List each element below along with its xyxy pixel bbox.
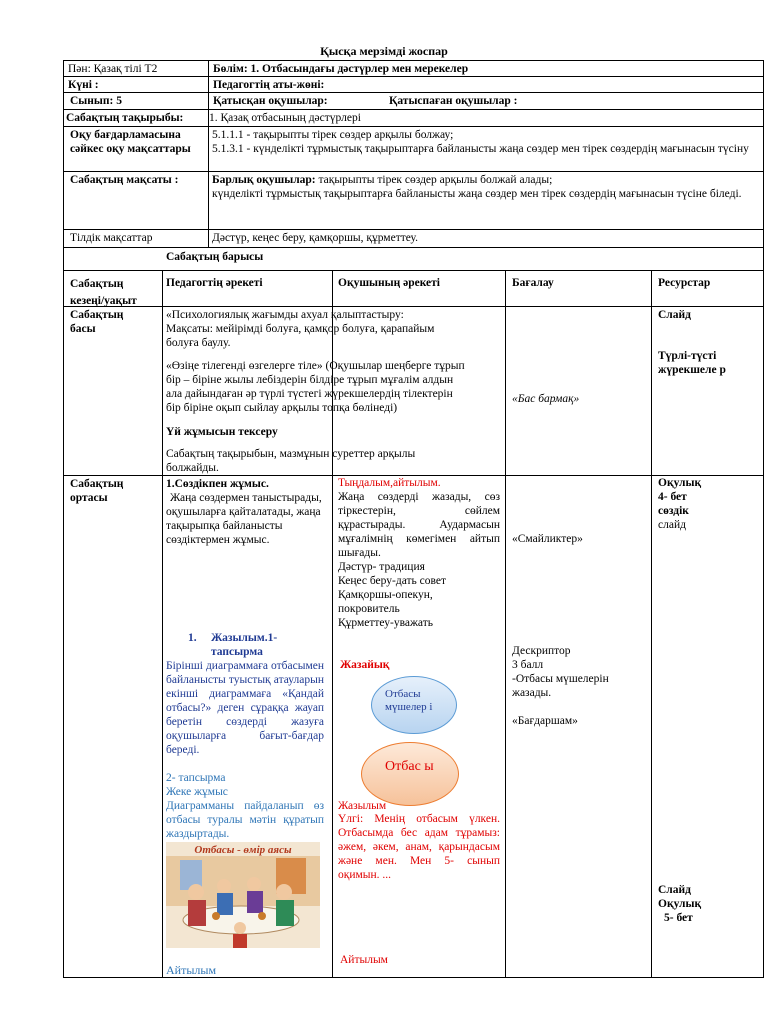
- start-p1: «Психологиялық жағымды ахуал қалыптастыру:: [166, 309, 404, 321]
- present-label: Қатысқан оқушылар:: [213, 95, 328, 107]
- middle-res2: 4- бет: [658, 491, 687, 503]
- date-label: Күні :: [68, 79, 99, 91]
- descriptor-label: Дескриптор: [512, 645, 571, 657]
- picture-caption: Отбасы - өмір аясы: [194, 844, 292, 856]
- bubble2-text: Отбас ы: [385, 759, 434, 774]
- middle-res1: Оқулық: [658, 477, 702, 489]
- middle-res6: Оқулық: [658, 898, 702, 910]
- objectives-line2: 5.1.3.1 - күнделікті тұрмыстық тақырыптарға байланысты жаңа сөздер мен тірек сөздердің мағынасын түсіну: [212, 143, 749, 155]
- family-illustration: [166, 842, 320, 948]
- task2-text: Диаграмманы пайдаланып өз отбасы туралы мәтін құратып жаздыртады.: [166, 800, 324, 840]
- homework-check: Үй жұмысын тексеру: [166, 426, 278, 438]
- objectives-label: Оқу бағдарламасына сәйкес оқу мақсаттары: [70, 129, 191, 155]
- start-p3: «Өзіңе тілегенді өзгелерге тіле» (Оқушылар шеңберге тұрып бір – біріне жылы лебіздерін білдіре тұрып мұғалім алдын ала дайындаған әр түрлі түстегі жүрекшелердің тілектерін бір біріне оқып сыйлау арқылы топқа бөлінеді): [166, 360, 465, 414]
- vocab-word-4: Құрметтеу-уважать: [338, 617, 433, 629]
- start-p2: Мақсаты: мейірімді болуға, қамқор болуға, қарапайым болуға баулу.: [166, 323, 435, 349]
- lesson-goal-text1: тақырыпты тірек сөздер арқылы болжай алады;: [315, 174, 553, 186]
- lesson-goal-label: Сабақтың мақсаты :: [70, 174, 179, 186]
- family-dinner-image: [166, 842, 320, 948]
- teacher-speaking: Айтылым: [166, 963, 217, 977]
- start-res1: Слайд: [658, 309, 691, 321]
- middle-res5: Слайд: [658, 884, 691, 896]
- vocab-title: 1.Сөздікпен жұмыс.: [166, 478, 269, 490]
- middle-res3: сөздік: [658, 505, 689, 517]
- writing-label: Жазылым: [338, 800, 387, 812]
- criterion-text: -Отбасы мүшелерін жазады.: [512, 673, 609, 699]
- start-res2: Түрлі-түсті жүрекшеле р: [658, 350, 726, 376]
- bubble1-text: Отбасы мүшелер і: [385, 688, 433, 713]
- vocab-word-2: Кеңес беру-дать совет: [338, 575, 446, 587]
- middle-res4: слайд: [658, 519, 686, 531]
- student-speaking: Айтылым: [340, 954, 388, 966]
- task1-num: 1.: [188, 632, 197, 644]
- col-stage: Сабақтың кезеңі/уақыт: [70, 278, 137, 307]
- objectives-line1: 5.1.1.1 - тақырыпты тірек сөздер арқылы болжау;: [212, 129, 454, 141]
- task2-title: 2- тапсырма: [166, 772, 226, 784]
- vocab-word-3: Қамқоршы-опекун, покровитель: [338, 589, 433, 615]
- student-text: Жаңа сөздерді жазады, сөз тіркестерін, сөйлем құрастырады. Аудармасын мұғалімнің көмегімен айтып шығады.: [338, 491, 500, 559]
- col-resources: Ресурстар: [658, 277, 711, 289]
- assess-smileys: «Смайликтер»: [512, 533, 583, 545]
- start-p4: Сабақтың тақырыбын, мазмұнын суреттер арқылы болжайды.: [166, 448, 416, 474]
- task1-text: Бірінші диаграммаға отбасымен байланысты туыстық атауларын екінші диаграммаға «Қандай отбасы?» деген сұраққа жауап беретін сөздерді жазуға оқушыларға бағыт-бағдар береді.: [166, 660, 324, 756]
- sample-text: Үлгі: Менің отбасым үлкен. Отбасымда бес адам тұрамыз: әжем, әкем, анам, қарындасым және мен. Мен 5- сынып оқимын. ...: [338, 813, 500, 881]
- topic-value: 1. Қазақ отбасының дәстүрлері: [209, 112, 361, 124]
- absent-label: Қатыспаған оқушылар :: [389, 95, 518, 107]
- grade-label: Сынып: 5: [70, 95, 122, 107]
- task1-title: Жазылым.1-тапсырма: [211, 632, 278, 658]
- assess-traffic-light: «Бағдаршам»: [512, 715, 578, 727]
- lesson-goal-text: [212, 173, 757, 187]
- task2-sub: Жеке жұмыс: [166, 786, 228, 798]
- col-teacher: Педагогтің әрекеті: [166, 277, 263, 289]
- vocab-word-1: Дәстүр- традиция: [338, 561, 425, 573]
- lesson-goal-bold: Барлық оқушылар:: [212, 174, 316, 186]
- student-header: Тыңдалым,айтылым.: [338, 477, 441, 489]
- points-label: 3 балл: [512, 659, 544, 671]
- col-assessment: Бағалау: [512, 277, 554, 289]
- middle-stage: Сабақтың ортасы: [70, 478, 124, 504]
- language-goal-value: Дәстүр, кеңес беру, қамқоршы, құрметтеу.: [212, 232, 419, 244]
- col-student: Оқушының әрекеті: [338, 277, 441, 289]
- start-assessment: «Бас бармақ»: [512, 393, 580, 405]
- language-goal-label: Тілдік мақсаттар: [70, 232, 153, 244]
- teacher-label: Педагогтің аты-жөні:: [213, 79, 325, 91]
- start-stage: Сабақтың басы: [70, 309, 124, 335]
- lesson-goal-text2: күнделікті тұрмыстық тақырыптарға байланысты жаңа сөздер мен тірек сөздердің мағынасын түсіне біледі.: [212, 188, 742, 200]
- section-label: Бөлім: 1. Отбасындағы дәстүрлер мен мерекелер: [213, 63, 469, 75]
- middle-res7: 5- бет: [664, 912, 693, 924]
- vocab-text: Жаңа сөздермен таныстырады, оқушыларға қайталатады, жаңа тақырыпқа байланысты сөздіктермен жұмыс.: [166, 492, 322, 546]
- writing-title: Жазайық: [340, 659, 390, 671]
- document-title: Қысқа мерзімді жоспар: [320, 44, 448, 58]
- progress-heading: Сабақтың барысы: [166, 251, 264, 263]
- topic-label: Сабақтың тақырыбы:: [66, 112, 184, 124]
- subject-label: Пән: Қазақ тілі Т2: [68, 63, 158, 75]
